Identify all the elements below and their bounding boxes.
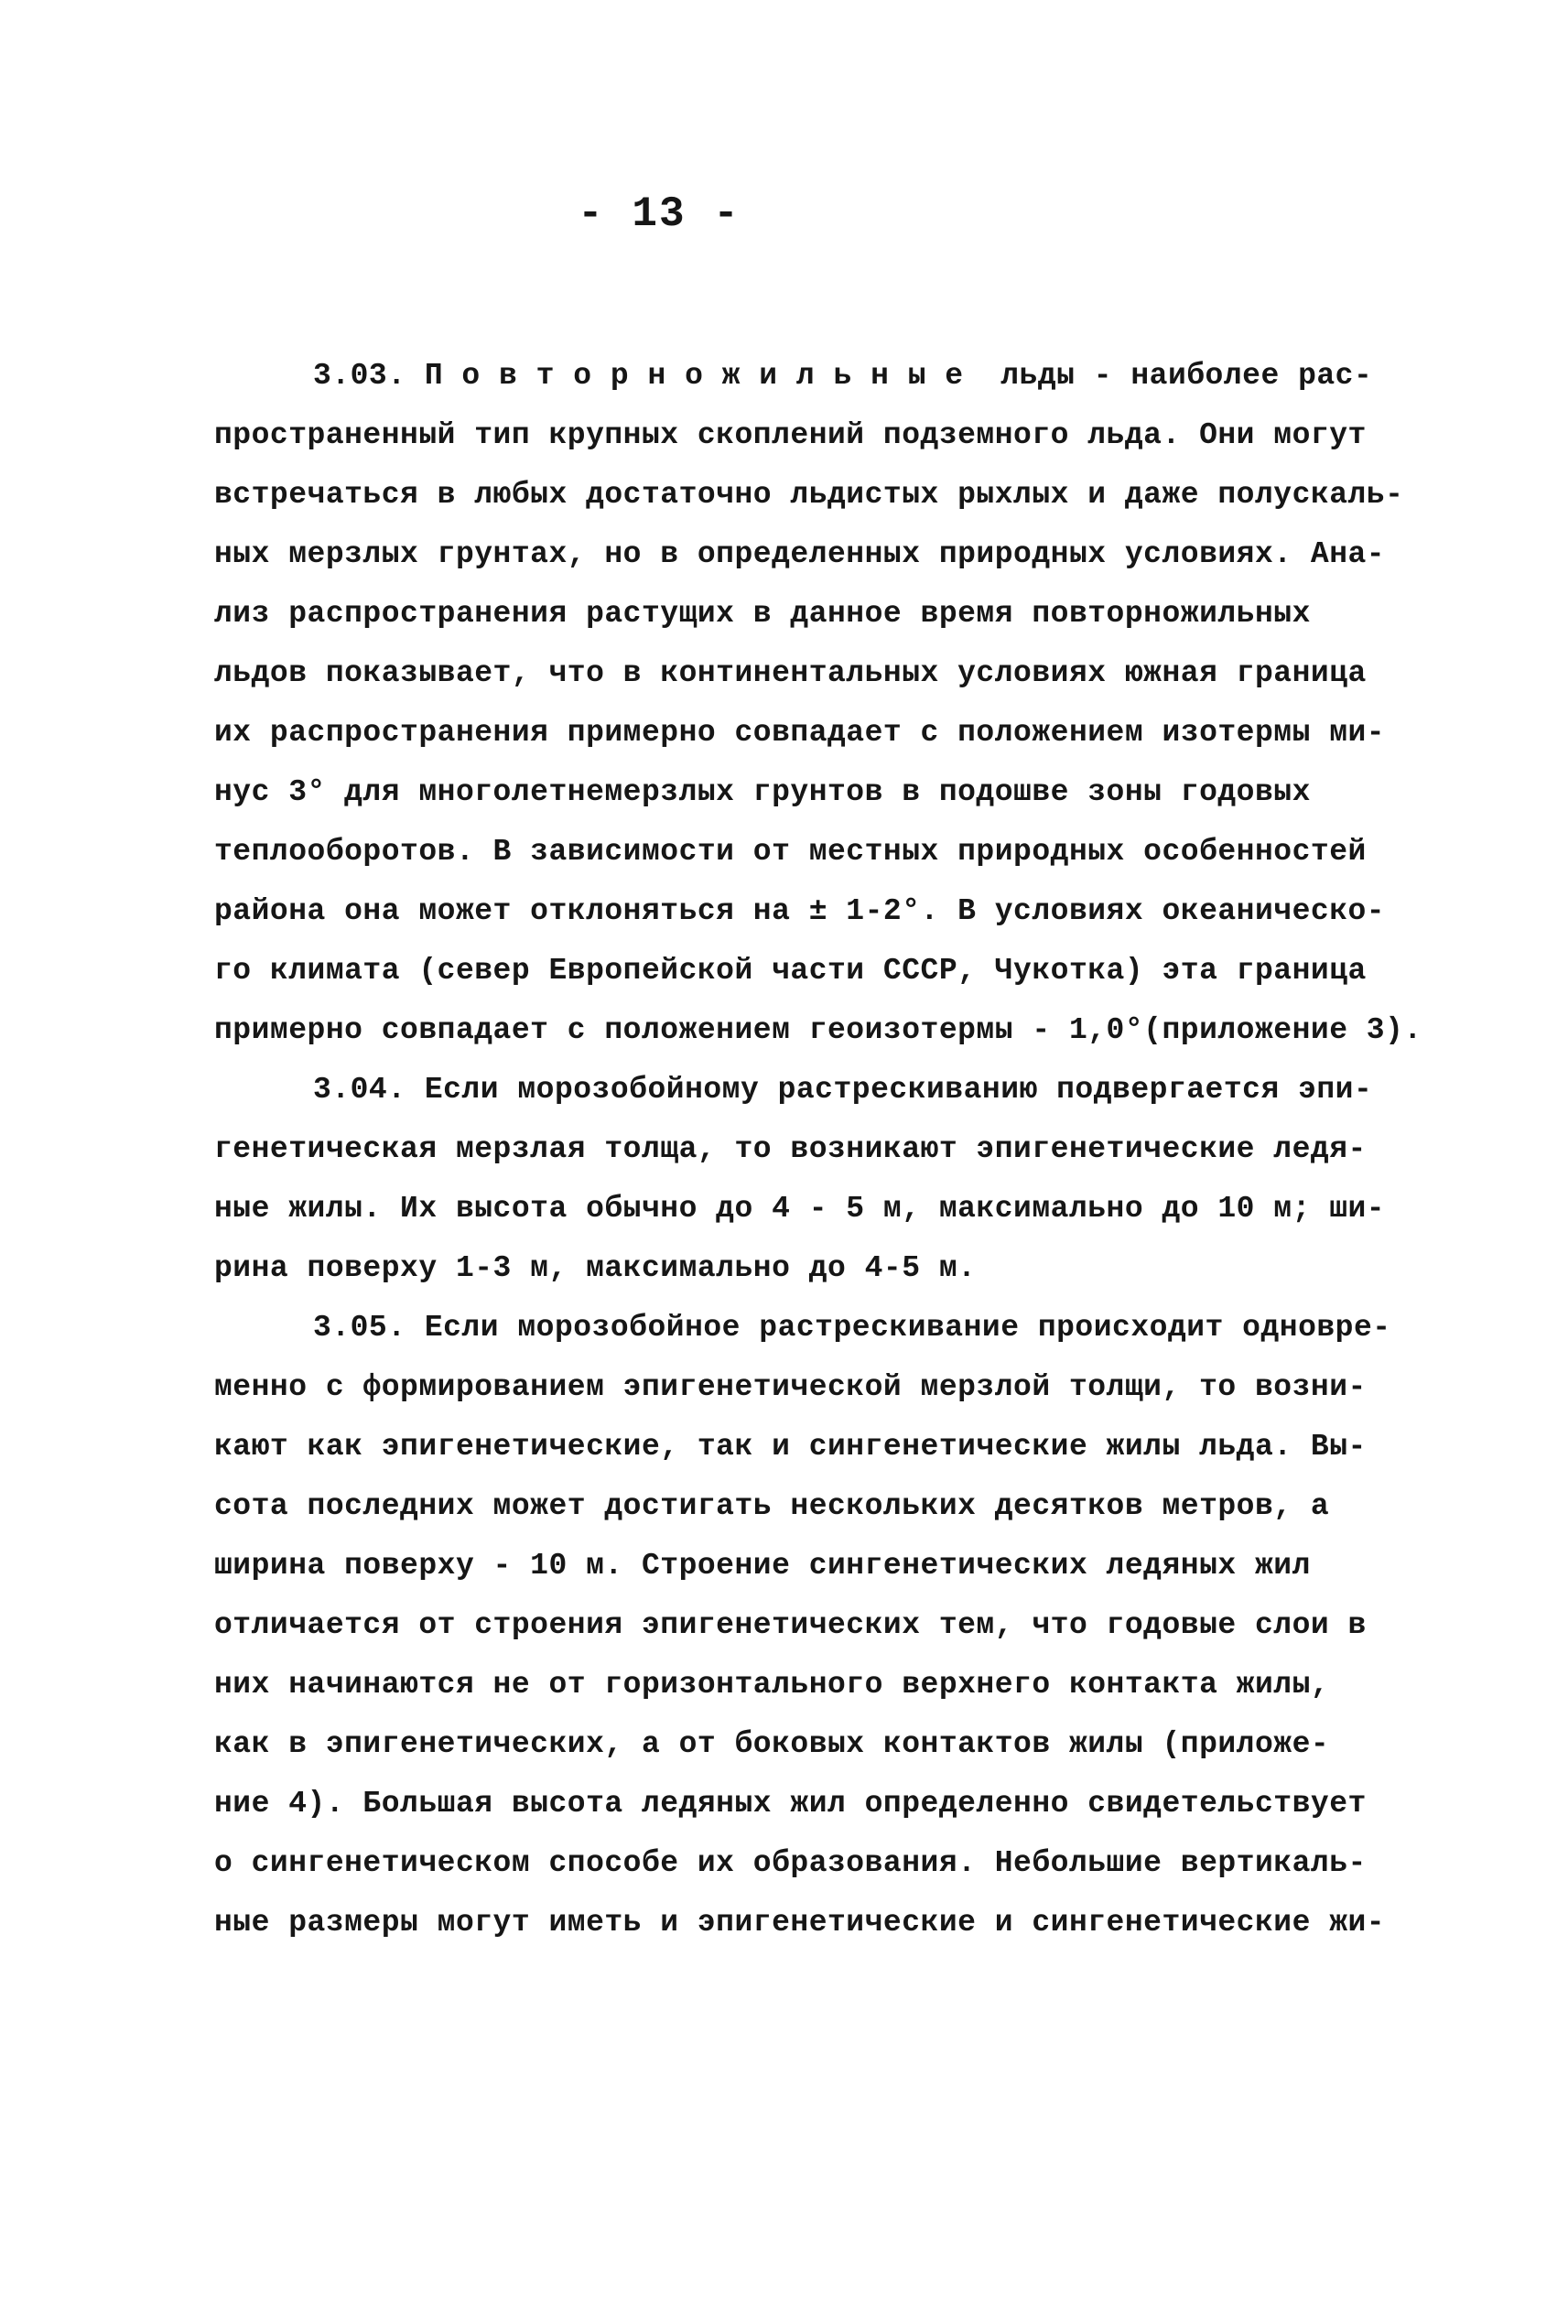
text-line: отличается от строения эпигенетических тем, что годовые слои в (214, 1608, 1367, 1642)
text-line: района она может отклоняться на ± 1-2°. В условиях океаническо- (214, 894, 1386, 928)
text-line: ные размеры могут иметь и эпигенетические и сингенетические жи- (214, 1906, 1386, 1940)
text-line: примерно совпадает с положением геоизотермы - 1,0°(приложение 3). (214, 1013, 1422, 1047)
text-line: их распространения примерно совпадает с положением изотермы ми- (214, 716, 1386, 750)
text-line: пространенный тип крупных скоплений подземного льда. Они могут (214, 418, 1367, 452)
text-line: го климата (север Европейской части СССР, Чукотка) эта граница (214, 954, 1367, 988)
paragraph-3-04 (214, 1060, 1422, 1298)
text-line: ные жилы. Их высота обычно до 4 - 5 м, максимально до 10 м; ши- (214, 1192, 1386, 1226)
document-body (214, 346, 1422, 1952)
text-line: них начинаются не от горизонтального верхнего контакта жилы, (214, 1668, 1330, 1702)
text-line: как в эпигенетических, а от боковых контактов жилы (приложе- (214, 1727, 1330, 1761)
text-line: сота последних может достигать нескольких десятков метров, а (214, 1489, 1330, 1523)
text-line: 3.05. Если морозобойное растрескивание происходит одновре- (313, 1311, 1391, 1345)
text-line: встречаться в любых достаточно льдистых рыхлых и даже полускаль- (214, 478, 1404, 512)
text-line: 3.04. Если морозобойному растрескиванию подвергается эпи- (313, 1073, 1373, 1107)
text-line: генетическая мерзлая толща, то возникают эпигенетические ледя- (214, 1132, 1367, 1166)
text-line: лиз распространения растущих в данное время повторножильных (214, 597, 1311, 631)
text-line: о сингенетическом способе их образования. Небольшие вертикаль- (214, 1846, 1367, 1880)
paragraph-3-03 (214, 346, 1422, 1060)
text-line: теплооборотов. В зависимости от местных природных особенностей (214, 835, 1367, 869)
text-line: 3.03. П о в т о р н о ж и л ь н ы е льды - наиболее рас- (313, 359, 1373, 393)
text-line: менно с формированием эпигенетической мерзлой толщи, то возни- (214, 1370, 1367, 1404)
text-line: ширина поверху - 10 м. Строение сингенетических ледяных жил (214, 1549, 1311, 1583)
text-line: льдов показывает, что в континентальных условиях южная граница (214, 656, 1367, 690)
page-number: - 13 - (578, 190, 741, 238)
text-line: кают как эпигенетические, так и сингенетические жилы льда. Вы- (214, 1430, 1367, 1464)
text-line: ние 4). Большая высота ледяных жил определенно свидетельствует (214, 1787, 1367, 1821)
paragraph-3-05 (214, 1298, 1422, 1952)
text-line: ных мерзлых грунтах, но в определенных природных условиях. Ана- (214, 537, 1386, 571)
text-line: нус 3° для многолетнемерзлых грунтов в подошве зоны годовых (214, 775, 1311, 809)
text-line: рина поверху 1-3 м, максимально до 4-5 м. (214, 1251, 977, 1285)
